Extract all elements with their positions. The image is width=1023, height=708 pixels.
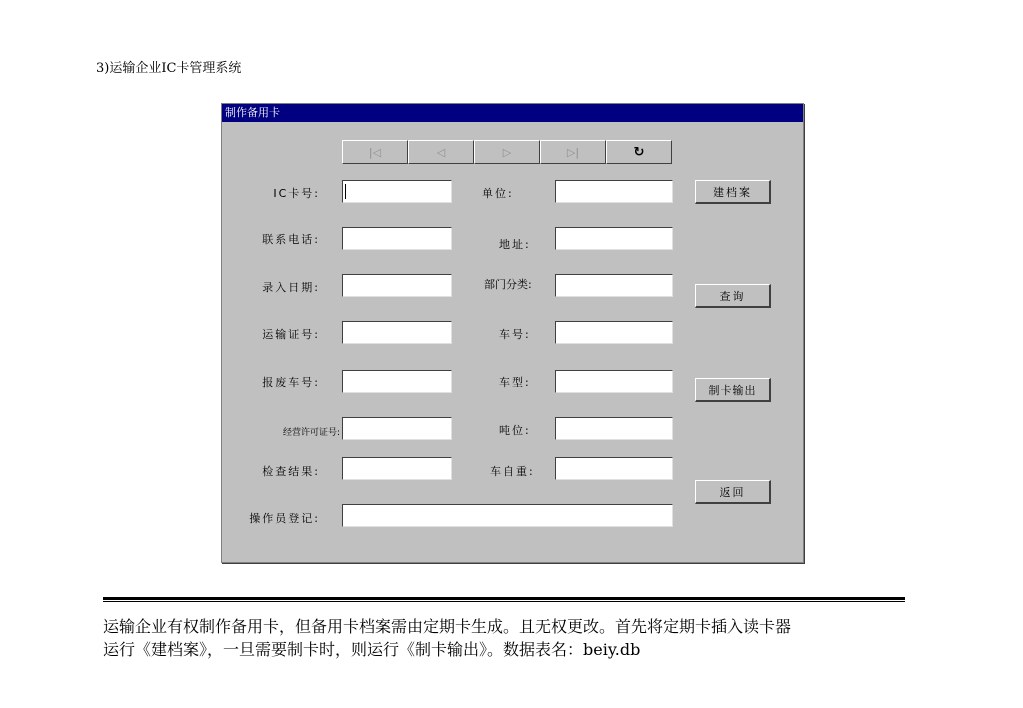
address-label: 地址: [499,238,531,251]
first-record-icon: |◁ [368,145,382,159]
separator-thin [103,601,905,602]
inspection-result-label: 检查结果: [262,465,320,478]
tonnage-label: 吨位: [499,424,531,437]
vehicle-no-label: 车号: [499,328,531,341]
back-button[interactable]: 返回 [695,480,771,504]
last-record-button[interactable] [540,140,606,164]
prev-record-button[interactable] [408,140,474,164]
description-line-2: 运行《建档案》，一旦需要制卡时，则运行《制卡输出》。数据表名：beiy.db [103,640,641,659]
text-caret [345,184,346,199]
address-input[interactable] [555,227,673,250]
phone-input[interactable] [342,227,452,250]
transport-cert-input[interactable] [342,321,452,344]
ic-card-label: IC卡号: [273,187,320,200]
create-file-button[interactable]: 建档案 [695,180,771,204]
business-license-input[interactable] [342,417,452,440]
business-license-label: 经营许可证号: [282,428,340,438]
last-record-icon: ▷| [566,145,580,159]
refresh-button[interactable] [606,140,672,164]
dept-category-label: 部门分类: [484,278,532,291]
query-button[interactable]: 查询 [695,284,771,308]
entry-date-label: 录入日期: [262,281,320,294]
curb-weight-label: 车自重: [490,465,535,478]
vehicle-no-input[interactable] [555,321,673,344]
operator-record-input[interactable] [342,504,673,527]
vehicle-model-input[interactable] [555,370,673,393]
unit-input[interactable] [555,180,673,203]
entry-date-input[interactable] [342,274,452,297]
make-backup-card-window [221,103,804,563]
unit-label: 单位: [482,187,514,200]
description-line-1: 运输企业有权制作备用卡，但备用卡档案需由定期卡生成。且无权更改。首先将定期卡插入读卡器 [103,617,792,636]
record-navigator [342,140,672,164]
refresh-icon: ↻ [633,144,645,160]
make-card-output-button[interactable]: 制卡输出 [695,378,771,402]
scrap-vehicle-no-label: 报废车号: [262,376,320,389]
curb-weight-input[interactable] [555,457,673,480]
inspection-result-input[interactable] [342,457,452,480]
phone-label: 联系电话: [262,233,320,246]
operator-record-label: 操作员登记: [249,512,320,525]
scrap-vehicle-no-input[interactable] [342,370,452,393]
ic-card-input[interactable] [342,180,452,203]
vehicle-model-label: 车型: [499,376,531,389]
prev-record-icon: ◁ [436,145,446,159]
next-record-button[interactable] [474,140,540,164]
separator-thick [103,597,905,600]
window-title: 制作备用卡 [222,104,803,122]
dept-category-input[interactable] [555,274,673,297]
transport-cert-label: 运输证号: [262,328,320,341]
doc-heading: 3)运输企业IC卡管理系统 [96,61,242,76]
next-record-icon: ▷ [502,145,512,159]
tonnage-input[interactable] [555,417,673,440]
first-record-button[interactable] [342,140,408,164]
